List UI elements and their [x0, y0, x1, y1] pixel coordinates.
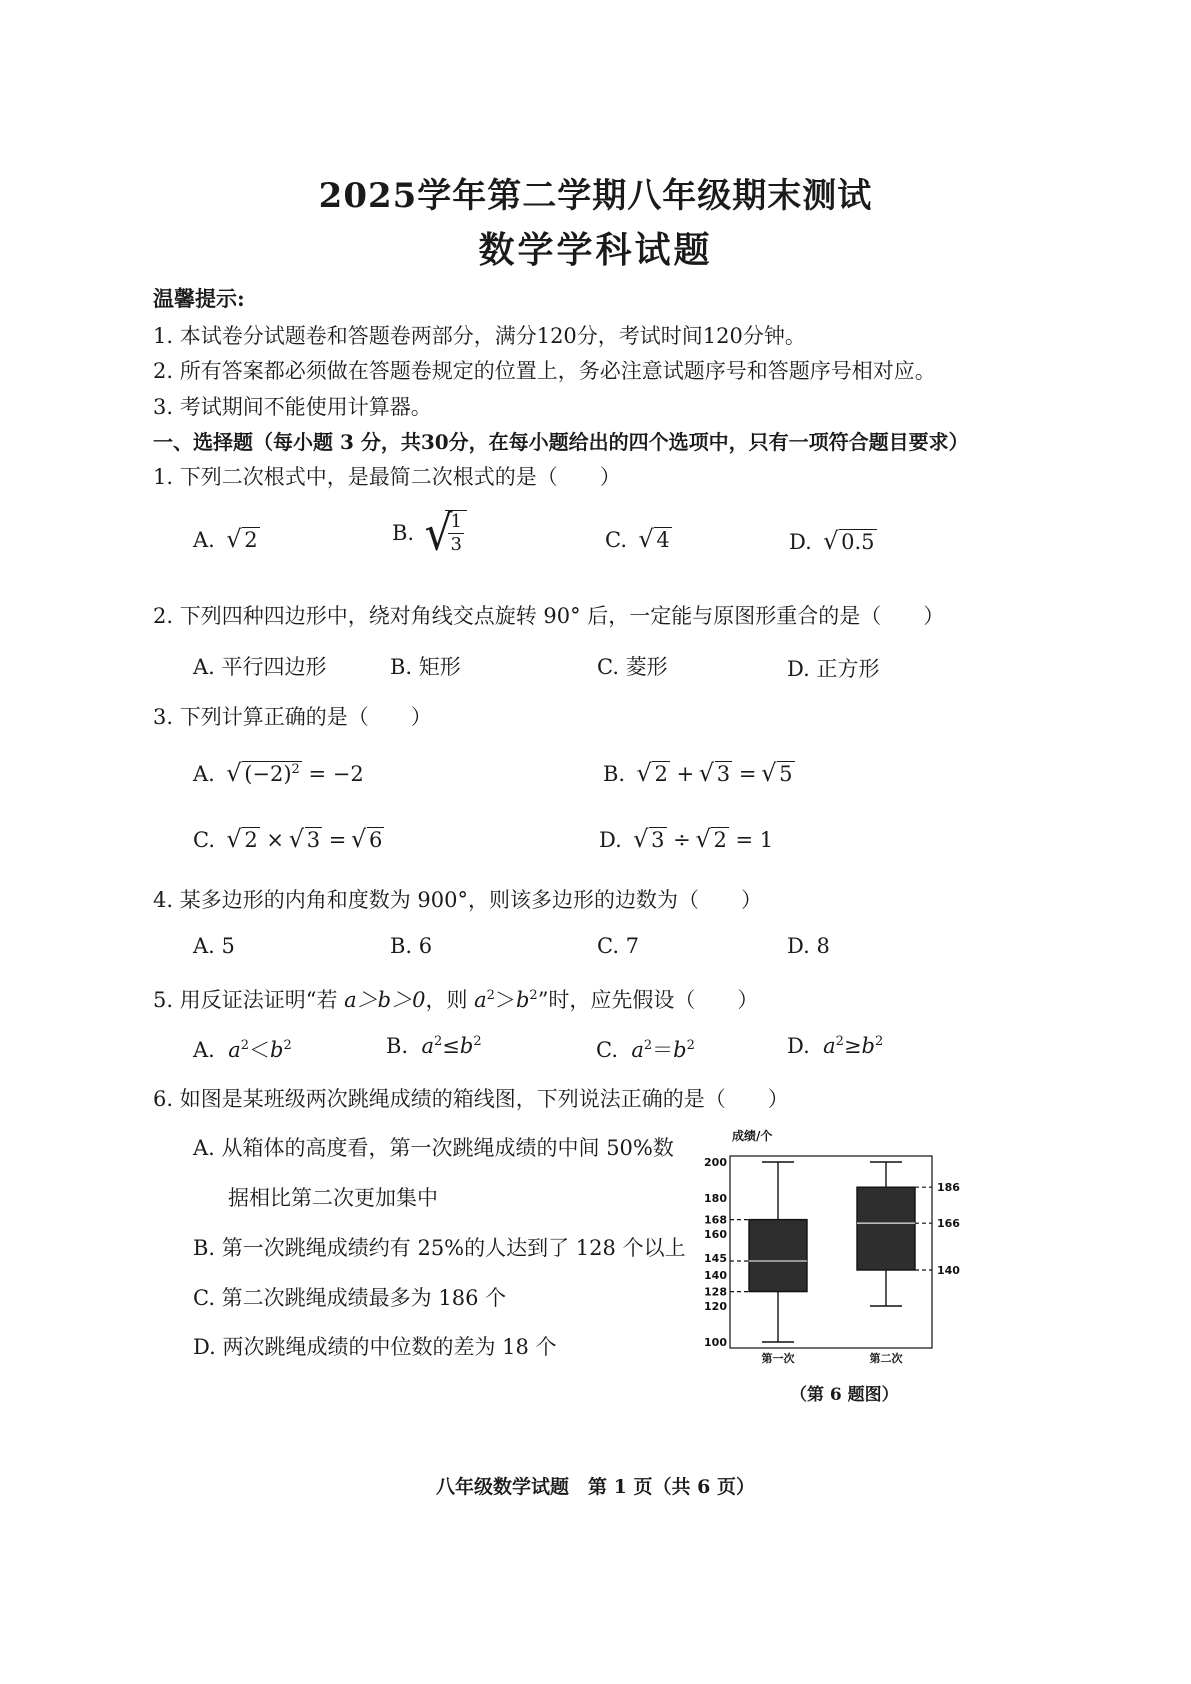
question-5-stem: 5. 用反证法证明“若 a＞b＞0，则 $a^2>b^2$”时，应先假设（ ） — [153, 988, 759, 1012]
question-4-stem: 4. 某多边形的内角和度数为 900°，则该多边形的边数为（ ） — [153, 888, 762, 912]
y-tick-label: 140 — [704, 1269, 727, 1282]
q1-option-a: A. √ 2 — [193, 528, 260, 552]
q6-option-c: C. 第二次跳绳成绩最多为 186 个 — [193, 1286, 507, 1310]
right-tick-label: 166 — [937, 1217, 960, 1231]
page-footer: 八年级数学试题 第 1 页（共 6 页） — [436, 1476, 755, 1498]
y-tick-label: 160 — [704, 1228, 727, 1241]
exam-title: 2025学年第二学期八年级期末测试 — [318, 176, 873, 216]
question-1-stem: 1. 下列二次根式中，是最简二次根式的是（ ） — [153, 465, 621, 489]
q3-option-a: A. √ $(-2)^2 = -2$ — [193, 762, 364, 786]
y-tick-label: 100 — [704, 1336, 727, 1349]
right-tick-label: 186 — [937, 1181, 960, 1195]
q4-option-c: C. 7 — [597, 934, 640, 958]
figure-caption: （第 6 题图） — [790, 1385, 899, 1405]
q5-option-b: B. $a^2\le b^2$ — [386, 1034, 482, 1058]
q4-option-b: B. 6 — [390, 934, 433, 958]
q3-option-d: D. √ 3 ÷ √ 2 = 1 — [599, 828, 773, 852]
q6-option-b: B. 第一次跳绳成绩约有 25%的人达到了 128 个以上 — [193, 1236, 686, 1260]
exam-subtitle: 数学学科试题 — [478, 229, 713, 271]
section-heading: 一、选择题（每小题 3 分，共30分，在每小题给出的四个选项中，只有一项符合题目要求） — [153, 430, 969, 454]
q2-option-c: C. 菱形 — [597, 655, 668, 679]
q1-option-c: C. √ 4 — [605, 528, 672, 552]
y-tick-label: 168 — [704, 1213, 727, 1227]
q1-option-d: D. √ 0.5 — [789, 530, 877, 554]
question-3-stem: 3. 下列计算正确的是（ ） — [153, 705, 432, 729]
q1-option-b: B. √ $\frac{1}{3}$ — [392, 510, 467, 556]
q6-option-a-line1: A. 从箱体的高度看，第一次跳绳成绩的中间 50%数 — [193, 1136, 674, 1160]
y-tick-label: 145 — [704, 1252, 727, 1265]
y-tick-label: 180 — [704, 1192, 727, 1205]
q5-option-d: D. $a^2\ge b^2$ — [787, 1034, 884, 1058]
question-6-stem: 6. 如图是某班级两次跳绳成绩的箱线图，下列说法正确的是（ ） — [153, 1087, 789, 1111]
q4-option-a: A. 5 — [193, 934, 235, 958]
x-category-label: 第一次 — [761, 1352, 795, 1365]
box-body — [749, 1220, 807, 1292]
q2-option-b: B. 矩形 — [390, 655, 461, 679]
q6-option-a-line2: 据相比第二次更加集中 — [228, 1186, 438, 1210]
q5-option-c: C. $a^2=b^2$ — [596, 1038, 695, 1062]
question-2-stem: 2. 下列四种四边形中，绕对角线交点旋转 90° 后，一定能与原图形重合的是（ ） — [153, 604, 945, 628]
q2-option-a: A. 平行四边形 — [193, 655, 327, 679]
x-category-label: 第二次 — [869, 1352, 903, 1365]
notice-item-3: 3. 考试期间不能使用计算器。 — [153, 395, 432, 419]
y-tick-label: 120 — [704, 1300, 727, 1313]
boxplot-chart — [690, 1124, 970, 1376]
right-tick-label: 140 — [937, 1264, 960, 1277]
q4-option-d: D. 8 — [787, 934, 830, 958]
y-axis-label: 成绩/个 — [732, 1129, 773, 1143]
q3-option-b: B. √ 2 + √ 3 = √ 5 — [603, 762, 795, 786]
q5-option-a: A. $a^2<b^2$ — [193, 1038, 292, 1062]
notice-item-1: 1. 本试卷分试题卷和答题卷两部分，满分120分，考试时间120分钟。 — [153, 324, 806, 348]
notice-item-2: 2. 所有答案都必须做在答题卷规定的位置上，务必注意试题序号和答题序号相对应。 — [153, 359, 936, 383]
q2-option-d: D. 正方形 — [787, 657, 880, 681]
y-tick-label: 200 — [704, 1156, 727, 1169]
notice-heading: 温馨提示: — [153, 286, 245, 311]
box-body — [857, 1187, 915, 1270]
q6-option-d: D. 两次跳绳成绩的中位数的差为 18 个 — [193, 1335, 557, 1359]
q3-option-c: C. √ 2 × √ 3 = √ 6 — [193, 828, 384, 852]
y-tick-label: 128 — [704, 1285, 727, 1299]
